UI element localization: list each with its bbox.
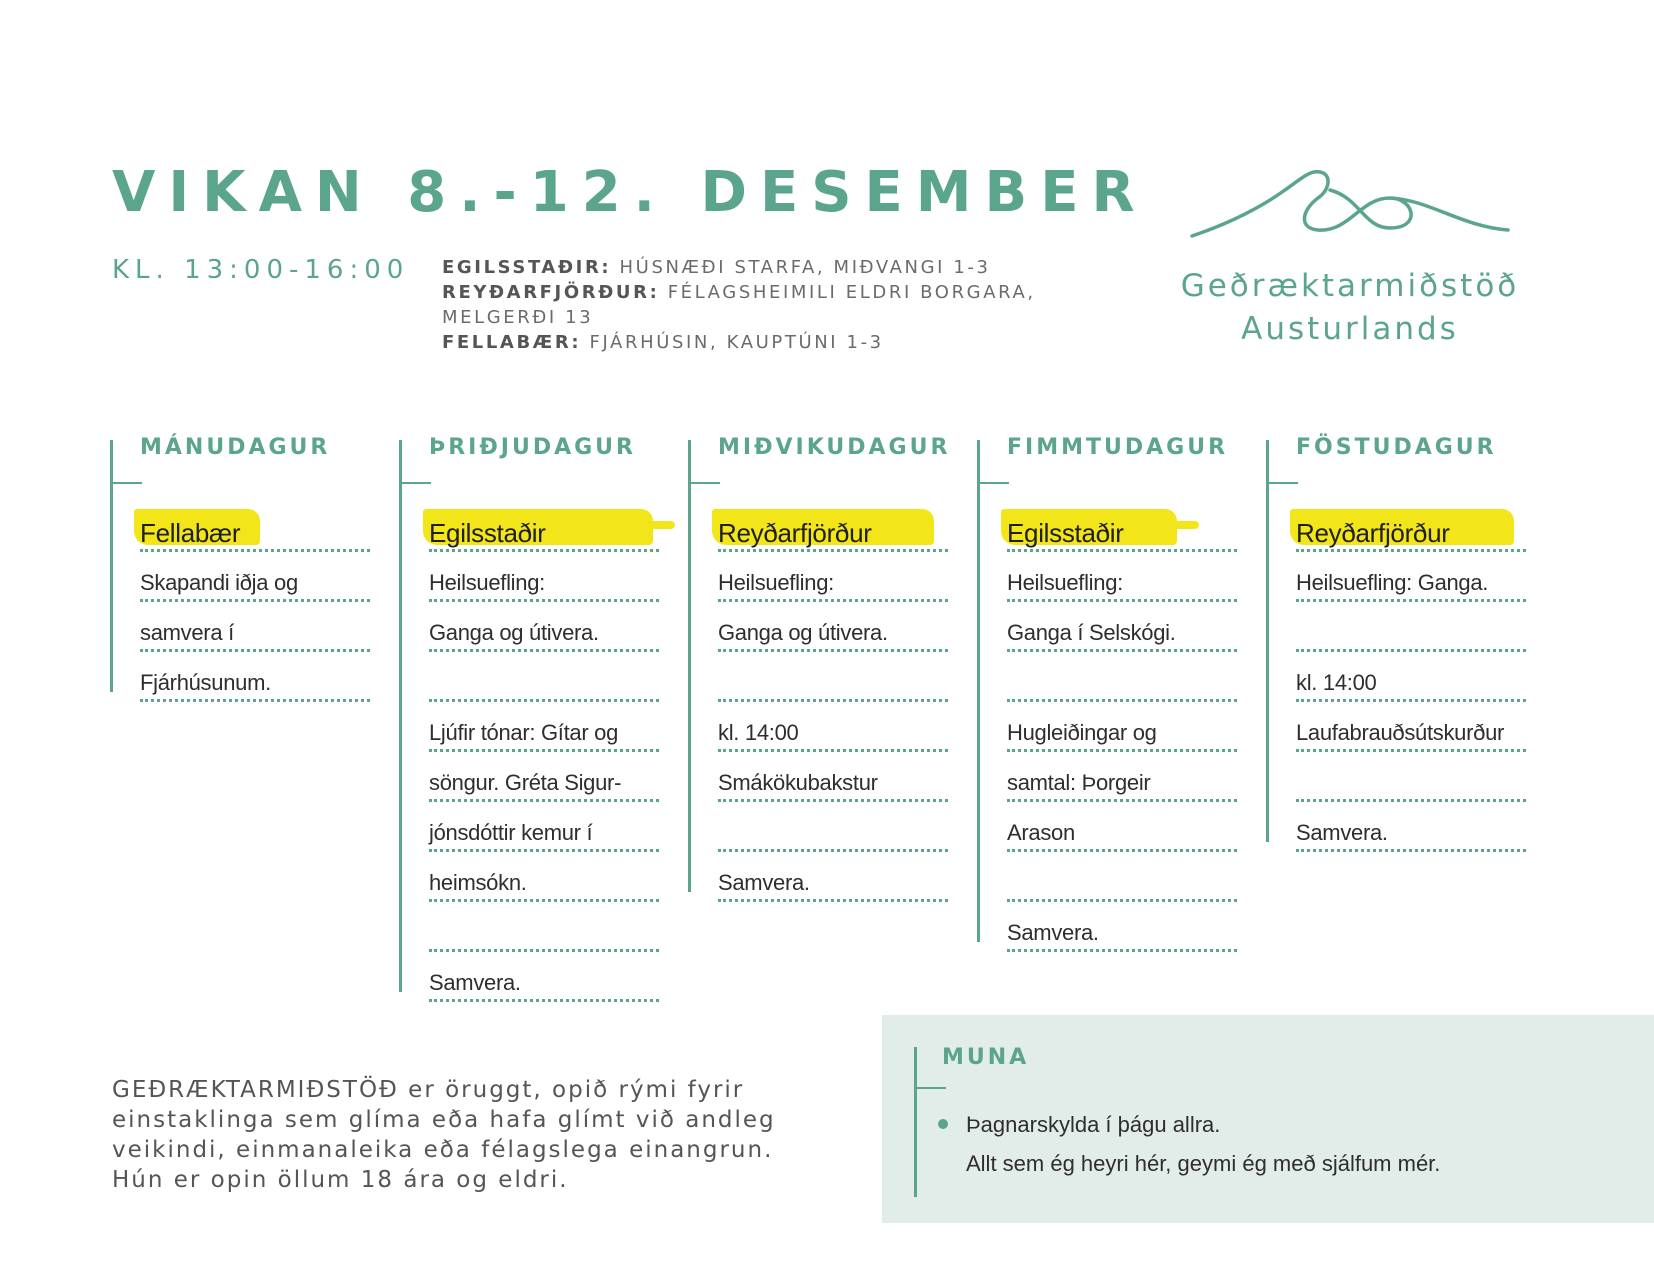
reminder-line: Allt sem ég heyri hér, geymi ég með sjálfum mér. bbox=[966, 1151, 1441, 1176]
schedule-line: Ganga og útivera. bbox=[429, 602, 659, 652]
column-divider bbox=[399, 440, 402, 992]
day-name: MIÐVIKUDAGUR bbox=[718, 435, 951, 460]
location-item bbox=[442, 280, 1082, 330]
mountain-infinity-icon bbox=[1190, 168, 1510, 248]
schedule-line: Samvera. bbox=[718, 852, 948, 902]
reminder-box bbox=[882, 1015, 1654, 1223]
schedule-line bbox=[1007, 652, 1237, 702]
reminder-divider bbox=[914, 1087, 946, 1089]
schedule-line: Hugleiðingar og bbox=[1007, 702, 1237, 752]
schedule-line: Smákökubakstur bbox=[718, 752, 948, 802]
day-name: FÖSTUDAGUR bbox=[1296, 435, 1497, 460]
schedule-line: Arason bbox=[1007, 802, 1237, 852]
column-divider bbox=[977, 482, 1009, 484]
column-divider bbox=[110, 482, 142, 484]
day-lines bbox=[1007, 502, 1237, 952]
logo-text-line1: Geðræktarmiðstöð bbox=[1180, 268, 1520, 304]
schedule-line bbox=[718, 652, 948, 702]
day-location-text: Egilsstaðir bbox=[1007, 518, 1124, 548]
location-address: FJÁRHÚSIN, KAUPTÚNI 1-3 bbox=[589, 332, 884, 353]
schedule-line: samtal: Þorgeir bbox=[1007, 752, 1237, 802]
reminder-line: Þagnarskylda í þágu allra. bbox=[966, 1112, 1221, 1137]
schedule-line: Samvera. bbox=[429, 952, 659, 1002]
schedule-line: Ganga í Selskógi. bbox=[1007, 602, 1237, 652]
locations-list bbox=[442, 255, 1082, 355]
schedule-line: Heilsuefling: bbox=[718, 552, 948, 602]
schedule-line: heimsókn. bbox=[429, 852, 659, 902]
day-name: ÞRIÐJUDAGUR bbox=[429, 435, 636, 460]
schedule-line: Ljúfir tónar: Gítar og bbox=[429, 702, 659, 752]
schedule-line bbox=[1296, 602, 1526, 652]
day-lines bbox=[429, 502, 659, 1002]
schedule-line bbox=[718, 802, 948, 852]
page-title: VIKAN 8.-12. DESEMBER bbox=[112, 160, 1148, 225]
column-divider bbox=[688, 482, 720, 484]
location-name: FELLABÆR: bbox=[442, 332, 582, 353]
column-divider bbox=[399, 482, 431, 484]
schedule-line bbox=[1007, 852, 1237, 902]
schedule-line: Heilsuefling: bbox=[429, 552, 659, 602]
schedule-line: Skapandi iðja og bbox=[140, 552, 370, 602]
schedule-line: jónsdóttir kemur í bbox=[429, 802, 659, 852]
logo-text-line2: Austurlands bbox=[1241, 311, 1459, 347]
day-location-text: Fellabær bbox=[140, 518, 241, 548]
column-divider bbox=[110, 440, 113, 692]
column-divider bbox=[1266, 440, 1269, 842]
schedule-line: kl. 14:00 bbox=[1296, 652, 1526, 702]
day-location bbox=[1007, 502, 1237, 552]
schedule-line: Fjárhúsunum. bbox=[140, 652, 370, 702]
schedule-line bbox=[429, 652, 659, 702]
location-item bbox=[442, 330, 1082, 355]
day-location-text: Reyðarfjörður bbox=[1296, 518, 1450, 548]
schedule-line: Heilsuefling: bbox=[1007, 552, 1237, 602]
column-divider bbox=[688, 440, 691, 892]
day-location-text: Egilsstaðir bbox=[429, 518, 546, 548]
reminder-divider bbox=[914, 1047, 917, 1197]
schedule-line: kl. 14:00 bbox=[718, 702, 948, 752]
column-divider bbox=[977, 440, 980, 942]
reminder-title: MUNA bbox=[942, 1045, 1030, 1070]
day-location bbox=[718, 502, 948, 552]
bullet-icon bbox=[938, 1119, 948, 1129]
schedule-line: Ganga og útivera. bbox=[718, 602, 948, 652]
day-lines bbox=[140, 502, 370, 702]
about-text: GEÐRÆKTARMIÐSTÖÐ er öruggt, opið rými fyrir einstaklinga sem glíma eða hafa glímt við andleg veikindi, einmanaleika eða félagslega einangrun. Hún er opin öllum 18 ára og eldri. bbox=[112, 1077, 776, 1193]
location-item bbox=[442, 255, 1082, 280]
schedule-line bbox=[429, 902, 659, 952]
location-address: FÉLAGSHEIMILI ELDRI BORGARA, MELGERÐI 13 bbox=[442, 282, 1036, 328]
day-lines bbox=[718, 502, 948, 902]
opening-hours: KL. 13:00-16:00 bbox=[112, 255, 410, 285]
schedule-line: Heilsuefling: Ganga. bbox=[1296, 552, 1526, 602]
schedule-line: Laufabrauðsútskurður bbox=[1296, 702, 1526, 752]
location-address: HÚSNÆÐI STARFA, MIÐVANGI 1-3 bbox=[619, 257, 991, 278]
day-location bbox=[140, 502, 370, 552]
day-location bbox=[429, 502, 659, 552]
schedule-line: söngur. Gréta Sigur- bbox=[429, 752, 659, 802]
schedule-line: samvera í bbox=[140, 602, 370, 652]
column-divider bbox=[1266, 482, 1298, 484]
day-name: MÁNUDAGUR bbox=[140, 435, 331, 460]
location-name: EGILSSTAÐIR: bbox=[442, 257, 612, 278]
day-location bbox=[1296, 502, 1526, 552]
day-location-text: Reyðarfjörður bbox=[718, 518, 872, 548]
location-name: REYÐARFJÖRÐUR: bbox=[442, 282, 660, 303]
logo bbox=[1150, 168, 1550, 358]
day-name: FIMMTUDAGUR bbox=[1007, 435, 1229, 460]
schedule-line bbox=[1296, 752, 1526, 802]
day-lines bbox=[1296, 502, 1526, 852]
schedule-line: Samvera. bbox=[1296, 802, 1526, 852]
schedule-line: Samvera. bbox=[1007, 902, 1237, 952]
